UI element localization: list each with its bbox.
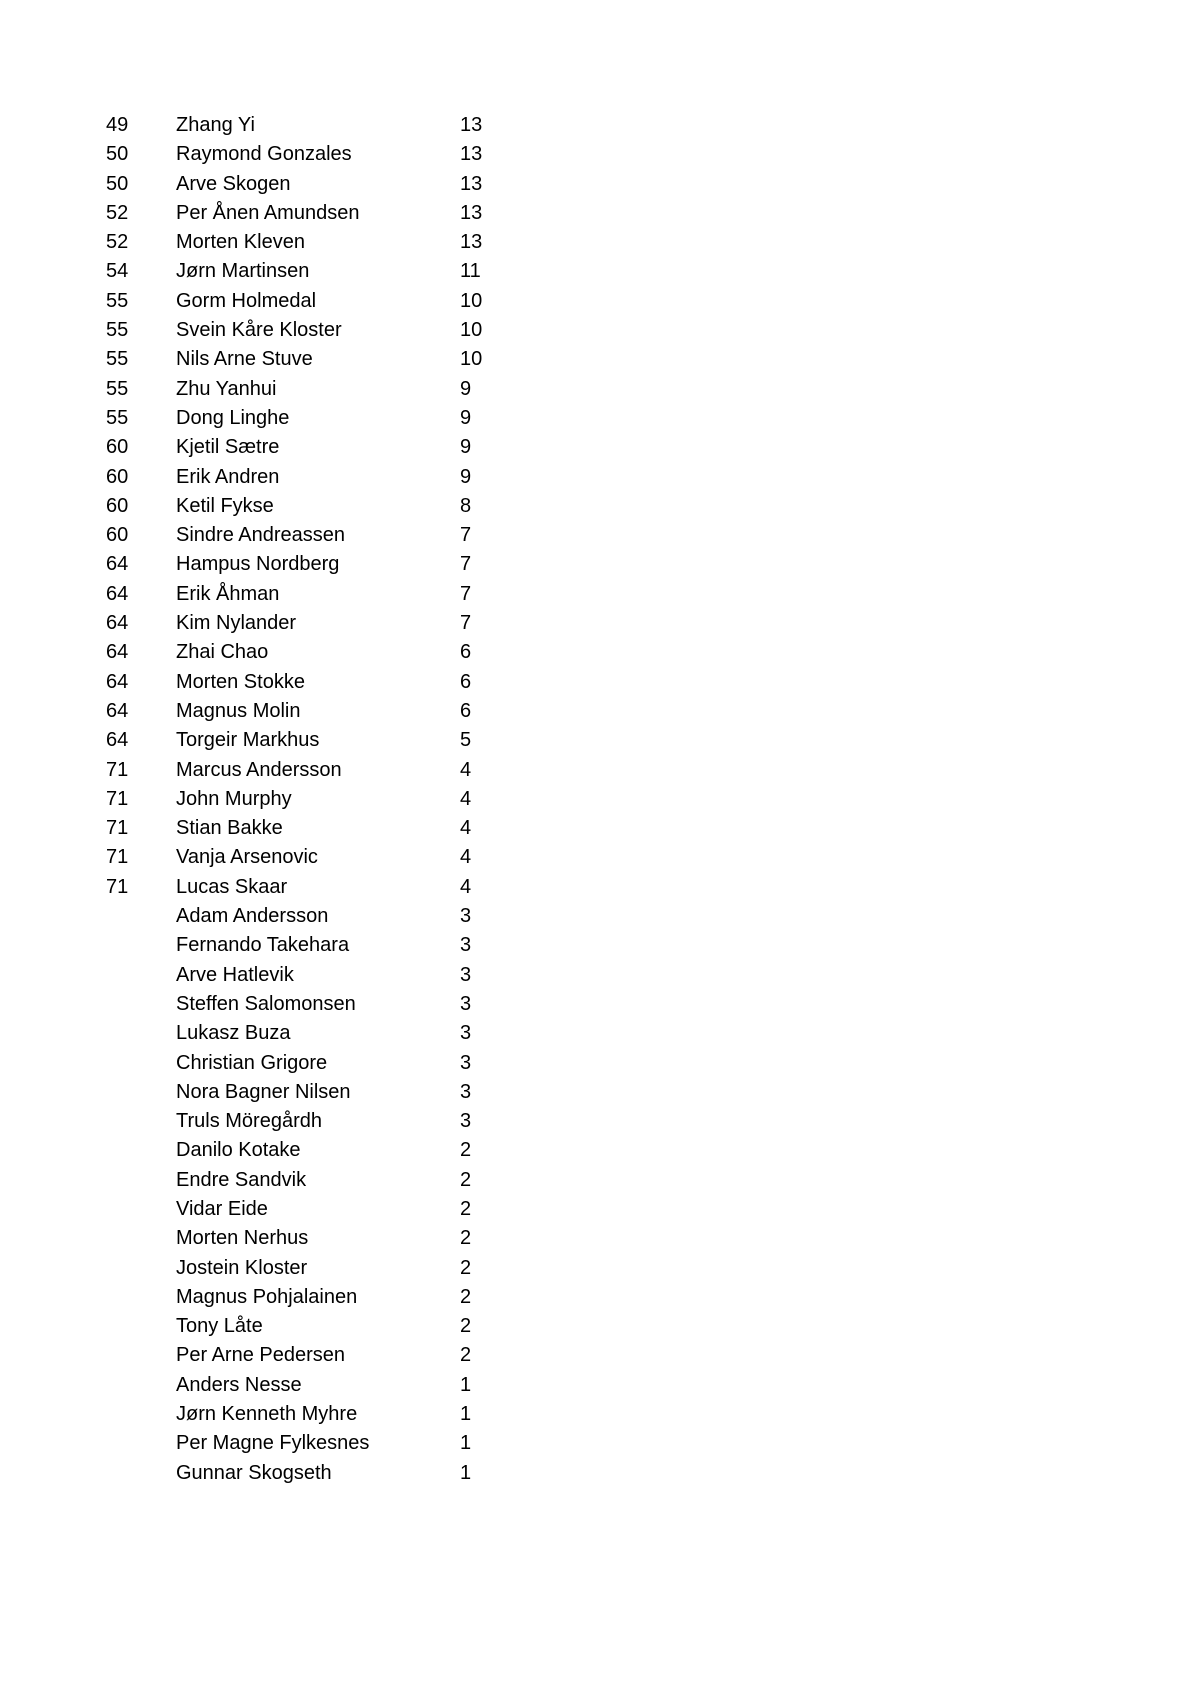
rank-cell: 64: [106, 699, 129, 722]
ranking-list: [106, 111, 526, 1488]
ranking-row: [106, 1459, 526, 1488]
score-cell: 13: [460, 143, 483, 166]
score-cell: 6: [460, 670, 472, 693]
ranking-row: [106, 1224, 526, 1253]
player-name-cell: Jørn Martinsen: [176, 260, 310, 283]
player-name-cell: Fernando Takehara: [176, 934, 350, 957]
player-name-cell: Tony Låte: [176, 1315, 263, 1338]
ranking-row: [106, 170, 526, 199]
player-name-cell: Hampus Nordberg: [176, 553, 340, 576]
score-cell: 7: [460, 612, 472, 635]
player-name-cell: Danilo Kotake: [176, 1139, 301, 1162]
score-cell: 3: [460, 963, 472, 986]
player-name-cell: Zhai Chao: [176, 641, 269, 664]
rank-cell: 71: [106, 787, 129, 810]
ranking-row: [106, 1166, 526, 1195]
rank-cell: 52: [106, 231, 129, 254]
ranking-row: [106, 316, 526, 345]
score-cell: 10: [460, 289, 483, 312]
ranking-row: [106, 257, 526, 286]
player-name-cell: Kim Nylander: [176, 612, 297, 635]
player-name-cell: Per Arne Pedersen: [176, 1344, 345, 1367]
player-name-cell: Per Magne Fylkesnes: [176, 1432, 370, 1455]
player-name-cell: Christian Grigore: [176, 1051, 328, 1074]
rank-cell: 49: [106, 114, 129, 136]
player-name-cell: Nora Bagner Nilsen: [176, 1080, 351, 1103]
player-name-cell: Jostein Kloster: [176, 1256, 308, 1279]
score-cell: 3: [460, 1110, 472, 1133]
rank-cell: 64: [106, 553, 129, 576]
ranking-row: [106, 961, 526, 990]
ranking-row: [106, 726, 526, 755]
score-cell: 4: [460, 817, 472, 840]
player-name-cell: John Murphy: [176, 787, 292, 810]
score-cell: 7: [460, 553, 472, 576]
rank-cell: 50: [106, 143, 129, 166]
score-cell: 13: [460, 231, 483, 254]
score-cell: 13: [460, 114, 483, 136]
score-cell: 1: [460, 1461, 472, 1484]
ranking-row: [106, 1107, 526, 1136]
score-cell: 9: [460, 465, 472, 488]
player-name-cell: Truls Möregårdh: [176, 1110, 322, 1133]
score-cell: 11: [460, 260, 481, 283]
ranking-row: [106, 1136, 526, 1165]
rank-cell: 55: [106, 406, 129, 429]
score-cell: 2: [460, 1227, 472, 1250]
score-cell: 2: [460, 1168, 472, 1191]
player-name-cell: Raymond Gonzales: [176, 143, 352, 166]
ranking-row: [106, 902, 526, 931]
player-name-cell: Torgeir Markhus: [176, 729, 320, 752]
ranking-row: [106, 1254, 526, 1283]
ranking-row: [106, 1341, 526, 1370]
rank-cell: 54: [106, 260, 129, 283]
score-cell: 4: [460, 875, 472, 898]
player-name-cell: Zhang Yi: [176, 114, 255, 136]
score-cell: 13: [460, 172, 483, 195]
player-name-cell: Marcus Andersson: [176, 758, 342, 781]
player-name-cell: Jørn Kenneth Myhre: [176, 1403, 358, 1426]
ranking-row: [106, 345, 526, 374]
ranking-row: [106, 287, 526, 316]
ranking-row: [106, 1019, 526, 1048]
player-name-cell: Lukasz Buza: [176, 1022, 291, 1045]
score-cell: 4: [460, 846, 472, 869]
player-name-cell: Erik Åhman: [176, 582, 280, 605]
player-name-cell: Vanja Arsenovic: [176, 846, 318, 869]
score-cell: 3: [460, 905, 472, 928]
rank-cell: 60: [106, 436, 129, 459]
score-cell: 7: [460, 582, 472, 605]
ranking-row: [106, 873, 526, 902]
player-name-cell: Anders Nesse: [176, 1373, 302, 1396]
score-cell: 2: [460, 1256, 472, 1279]
ranking-row: [106, 756, 526, 785]
rank-cell: 55: [106, 377, 129, 400]
score-cell: 2: [460, 1197, 472, 1220]
player-name-cell: Per Ånen Amundsen: [176, 201, 360, 224]
player-name-cell: Morten Stokke: [176, 670, 305, 693]
ranking-row: [106, 1283, 526, 1312]
ranking-row: [106, 463, 526, 492]
ranking-row: [106, 843, 526, 872]
ranking-row: [106, 1371, 526, 1400]
player-name-cell: Ketil Fykse: [176, 494, 274, 517]
score-cell: 9: [460, 377, 472, 400]
rank-cell: 60: [106, 494, 129, 517]
score-cell: 10: [460, 319, 483, 342]
player-name-cell: Magnus Pohjalainen: [176, 1285, 358, 1308]
ranking-row: [106, 990, 526, 1019]
score-cell: 4: [460, 787, 472, 810]
score-cell: 1: [460, 1432, 472, 1455]
player-name-cell: Steffen Salomonsen: [176, 992, 356, 1015]
score-cell: 7: [460, 524, 472, 547]
ranking-row: [106, 1078, 526, 1107]
score-cell: 3: [460, 1051, 472, 1074]
ranking-row: [106, 814, 526, 843]
ranking-row: [106, 1312, 526, 1341]
score-cell: 3: [460, 1022, 472, 1045]
score-cell: 5: [460, 729, 472, 752]
ranking-row: [106, 140, 526, 169]
score-cell: 2: [460, 1139, 472, 1162]
ranking-row: [106, 111, 526, 140]
score-cell: 10: [460, 348, 483, 371]
player-name-cell: Endre Sandvik: [176, 1168, 307, 1191]
rank-cell: 64: [106, 612, 129, 635]
rank-cell: 52: [106, 201, 129, 224]
rank-cell: 50: [106, 172, 129, 195]
ranking-row: [106, 668, 526, 697]
player-name-cell: Stian Bakke: [176, 817, 283, 840]
player-name-cell: Kjetil Sætre: [176, 436, 280, 459]
ranking-row: [106, 404, 526, 433]
player-name-cell: Gunnar Skogseth: [176, 1461, 332, 1484]
score-cell: 13: [460, 201, 483, 224]
score-cell: 1: [460, 1403, 472, 1426]
rank-cell: 55: [106, 348, 129, 371]
rank-cell: 64: [106, 641, 129, 664]
ranking-row: [106, 1400, 526, 1429]
score-cell: 4: [460, 758, 472, 781]
player-name-cell: Arve Hatlevik: [176, 963, 294, 986]
rank-cell: 60: [106, 524, 129, 547]
player-name-cell: Adam Andersson: [176, 905, 329, 928]
score-cell: 8: [460, 494, 472, 517]
ranking-row: [106, 785, 526, 814]
score-cell: 6: [460, 699, 472, 722]
player-name-cell: Lucas Skaar: [176, 875, 288, 898]
score-cell: 3: [460, 934, 472, 957]
rank-cell: 71: [106, 846, 129, 869]
rank-cell: 71: [106, 758, 129, 781]
score-cell: 2: [460, 1315, 472, 1338]
rank-cell: 55: [106, 319, 129, 342]
player-name-cell: Arve Skogen: [176, 172, 291, 195]
score-cell: 9: [460, 406, 472, 429]
ranking-row: [106, 1049, 526, 1078]
rank-cell: 60: [106, 465, 129, 488]
rank-cell: 55: [106, 289, 129, 312]
ranking-row: [106, 492, 526, 521]
rank-cell: 71: [106, 875, 129, 898]
score-cell: 9: [460, 436, 472, 459]
score-cell: 2: [460, 1285, 472, 1308]
player-name-cell: Morten Nerhus: [176, 1227, 309, 1250]
player-name-cell: Sindre Andreassen: [176, 524, 346, 547]
player-name-cell: Morten Kleven: [176, 231, 305, 254]
player-name-cell: Svein Kåre Kloster: [176, 319, 342, 342]
ranking-row: [106, 228, 526, 257]
player-name-cell: Erik Andren: [176, 465, 280, 488]
ranking-row: [106, 697, 526, 726]
player-name-cell: Dong Linghe: [176, 406, 290, 429]
ranking-row: [106, 580, 526, 609]
score-cell: 1: [460, 1373, 472, 1396]
ranking-row: [106, 375, 526, 404]
ranking-row: [106, 433, 526, 462]
player-name-cell: Vidar Eide: [176, 1197, 268, 1220]
rank-cell: 64: [106, 582, 129, 605]
score-cell: 2: [460, 1344, 472, 1367]
rank-cell: 64: [106, 729, 129, 752]
player-name-cell: Nils Arne Stuve: [176, 348, 313, 371]
ranking-row: [106, 638, 526, 667]
player-name-cell: Gorm Holmedal: [176, 289, 317, 312]
ranking-row: [106, 1429, 526, 1458]
score-cell: 3: [460, 992, 472, 1015]
score-cell: 3: [460, 1080, 472, 1103]
ranking-row: [106, 521, 526, 550]
score-cell: 6: [460, 641, 472, 664]
ranking-row: [106, 609, 526, 638]
ranking-row: [106, 199, 526, 228]
ranking-row: [106, 931, 526, 960]
player-name-cell: Magnus Molin: [176, 699, 301, 722]
ranking-row: [106, 550, 526, 579]
player-name-cell: Zhu Yanhui: [176, 377, 277, 400]
ranking-row: [106, 1195, 526, 1224]
rank-cell: 71: [106, 817, 129, 840]
rank-cell: 64: [106, 670, 129, 693]
